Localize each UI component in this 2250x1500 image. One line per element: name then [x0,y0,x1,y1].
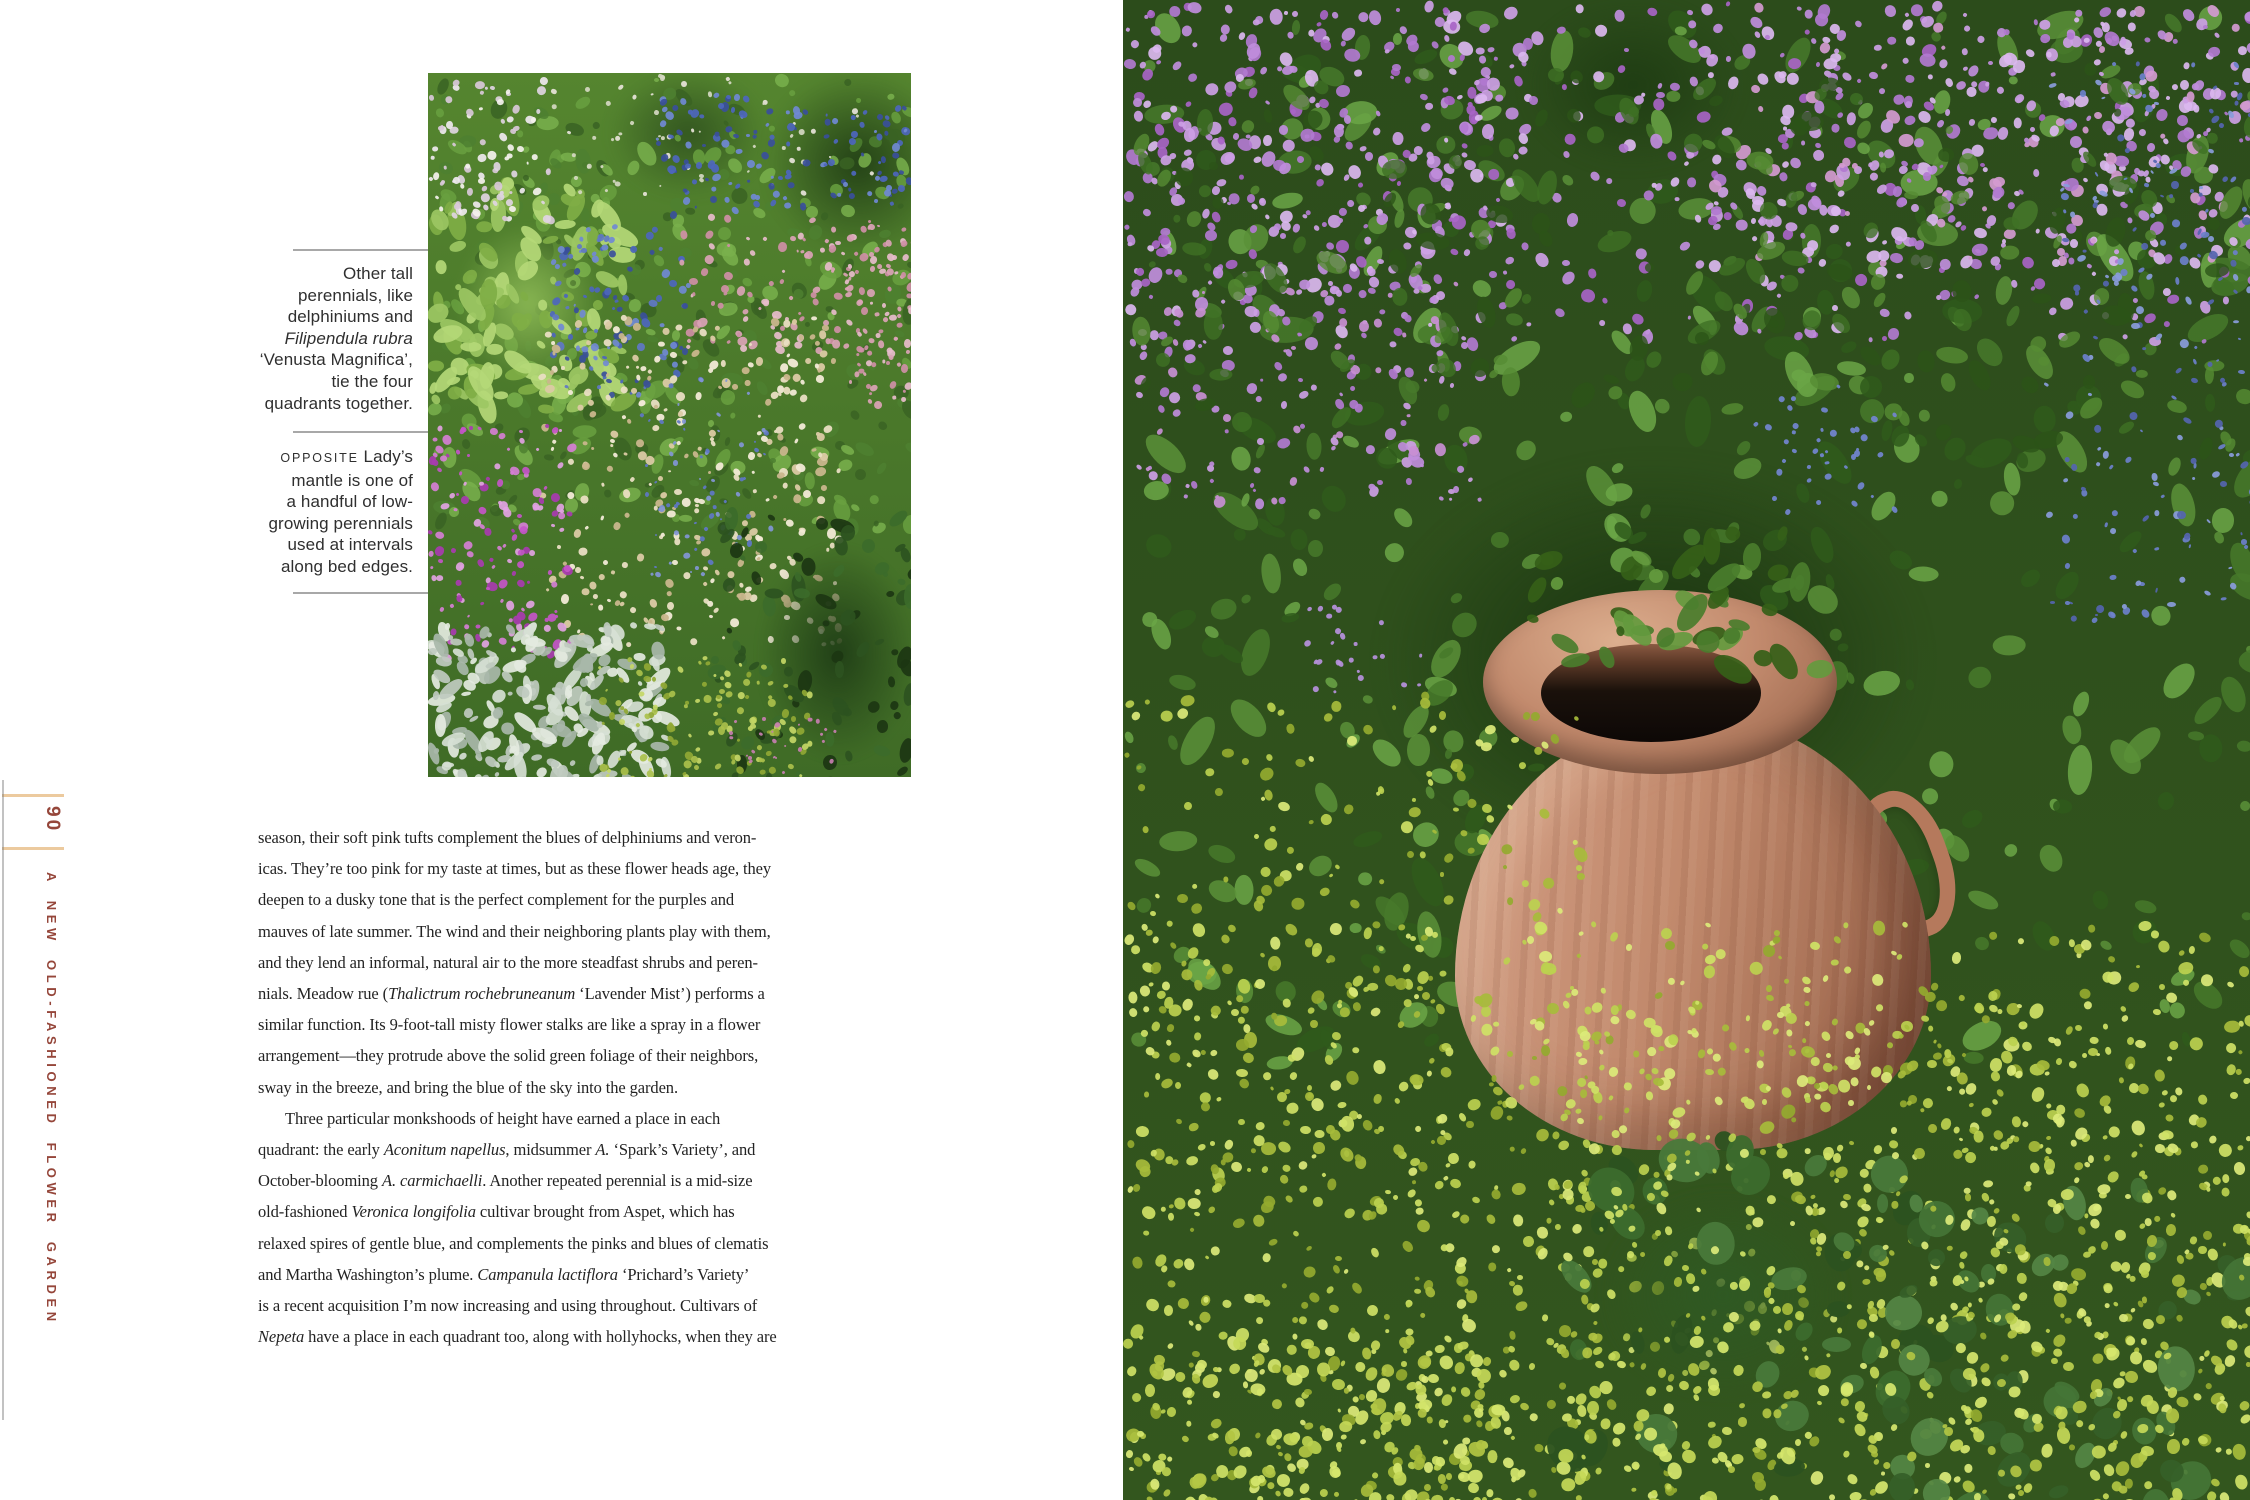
text-line: mantle is one of [291,470,413,490]
text-line: delphiniums and [287,307,413,327]
folio-rule-bottom [2,847,64,850]
text-line: tie the four [331,371,413,391]
text-line: is a recent acquisition I’m now increasing and using throughout. Cultivars of [258,1296,758,1316]
left-photo [428,73,911,777]
folio-rule-top [2,794,64,797]
caption-rule-3 [293,592,429,594]
text-line: used at intervals [287,535,413,555]
text-line: old-fashioned Veronica longifolia cultivar brought from Aspet, which has [258,1202,735,1222]
text-line: a handful of low- [286,492,413,512]
body-text [258,822,918,1352]
text-line: arrangement—they protrude above the solid green foliage of their neighbors, [258,1046,759,1066]
text-line: Other tall [343,264,413,283]
book-title-vertical: A NEW OLD-FASHIONED FLOWER GARDEN [44,872,59,1326]
photo-caption-2 [193,446,413,578]
text-line: quadrant: the early Aconitum napellus, midsummer A. ‘Spark’s Variety’, and [258,1140,756,1160]
text-line: mauves of late summer. The wind and their neighboring plants play with them, [258,921,771,941]
right-photo [1123,0,2250,1500]
text-line: perennials, like [298,285,413,305]
text-line: similar function. Its 9-foot-tall misty flower stalks are like a spray in a flower [258,1015,761,1035]
text-line: Three particular monkshoods of height have earned a place in each [285,1108,721,1128]
text-line: OPPOSITE Lady’s [280,447,413,466]
page-edge-line [2,780,4,1420]
text-line: and they lend an informal, natural air to the more steadfast shrubs and peren- [258,952,758,972]
page-number: 90 [42,806,63,834]
text-line: ‘Venusta Magnifica’, [259,350,413,370]
text-line: and Martha Washington’s plume. Campanula lactiflora ‘Prichard’s Variety’ [258,1264,750,1284]
caption-rule-2 [293,431,429,433]
urn-body [1455,714,1931,1150]
text-line: Filipendula rubra [284,328,413,348]
text-line: icas. They’re too pink for my taste at times, but as these flower heads age, they [258,859,772,879]
text-line: deepen to a dusky tone that is the perfect complement for the purples and [258,890,735,910]
photo-caption-1 [193,263,413,414]
text-line: relaxed spires of gentle blue, and complements the pinks and blues of clematis [258,1233,769,1253]
text-line: sway in the breeze, and bring the blue of the sky into the garden. [258,1077,678,1097]
text-line: quadrants together. [264,393,413,413]
text-line: along bed edges. [280,556,413,576]
text-line: October-blooming A. carmichaelli. Another repeated perennial is a mid-size [258,1171,753,1191]
text-line: nials. Meadow rue (Thalictrum rochebruneanum ‘Lavender Mist’) performs a [258,984,765,1004]
text-line: growing perennials [268,513,413,533]
text-line: season, their soft pink tufts complement the blues of delphiniums and veron- [258,828,757,847]
caption-rule-1 [293,249,429,251]
text-line: Nepeta have a place in each quadrant too, along with hollyhocks, when they are [258,1327,777,1347]
